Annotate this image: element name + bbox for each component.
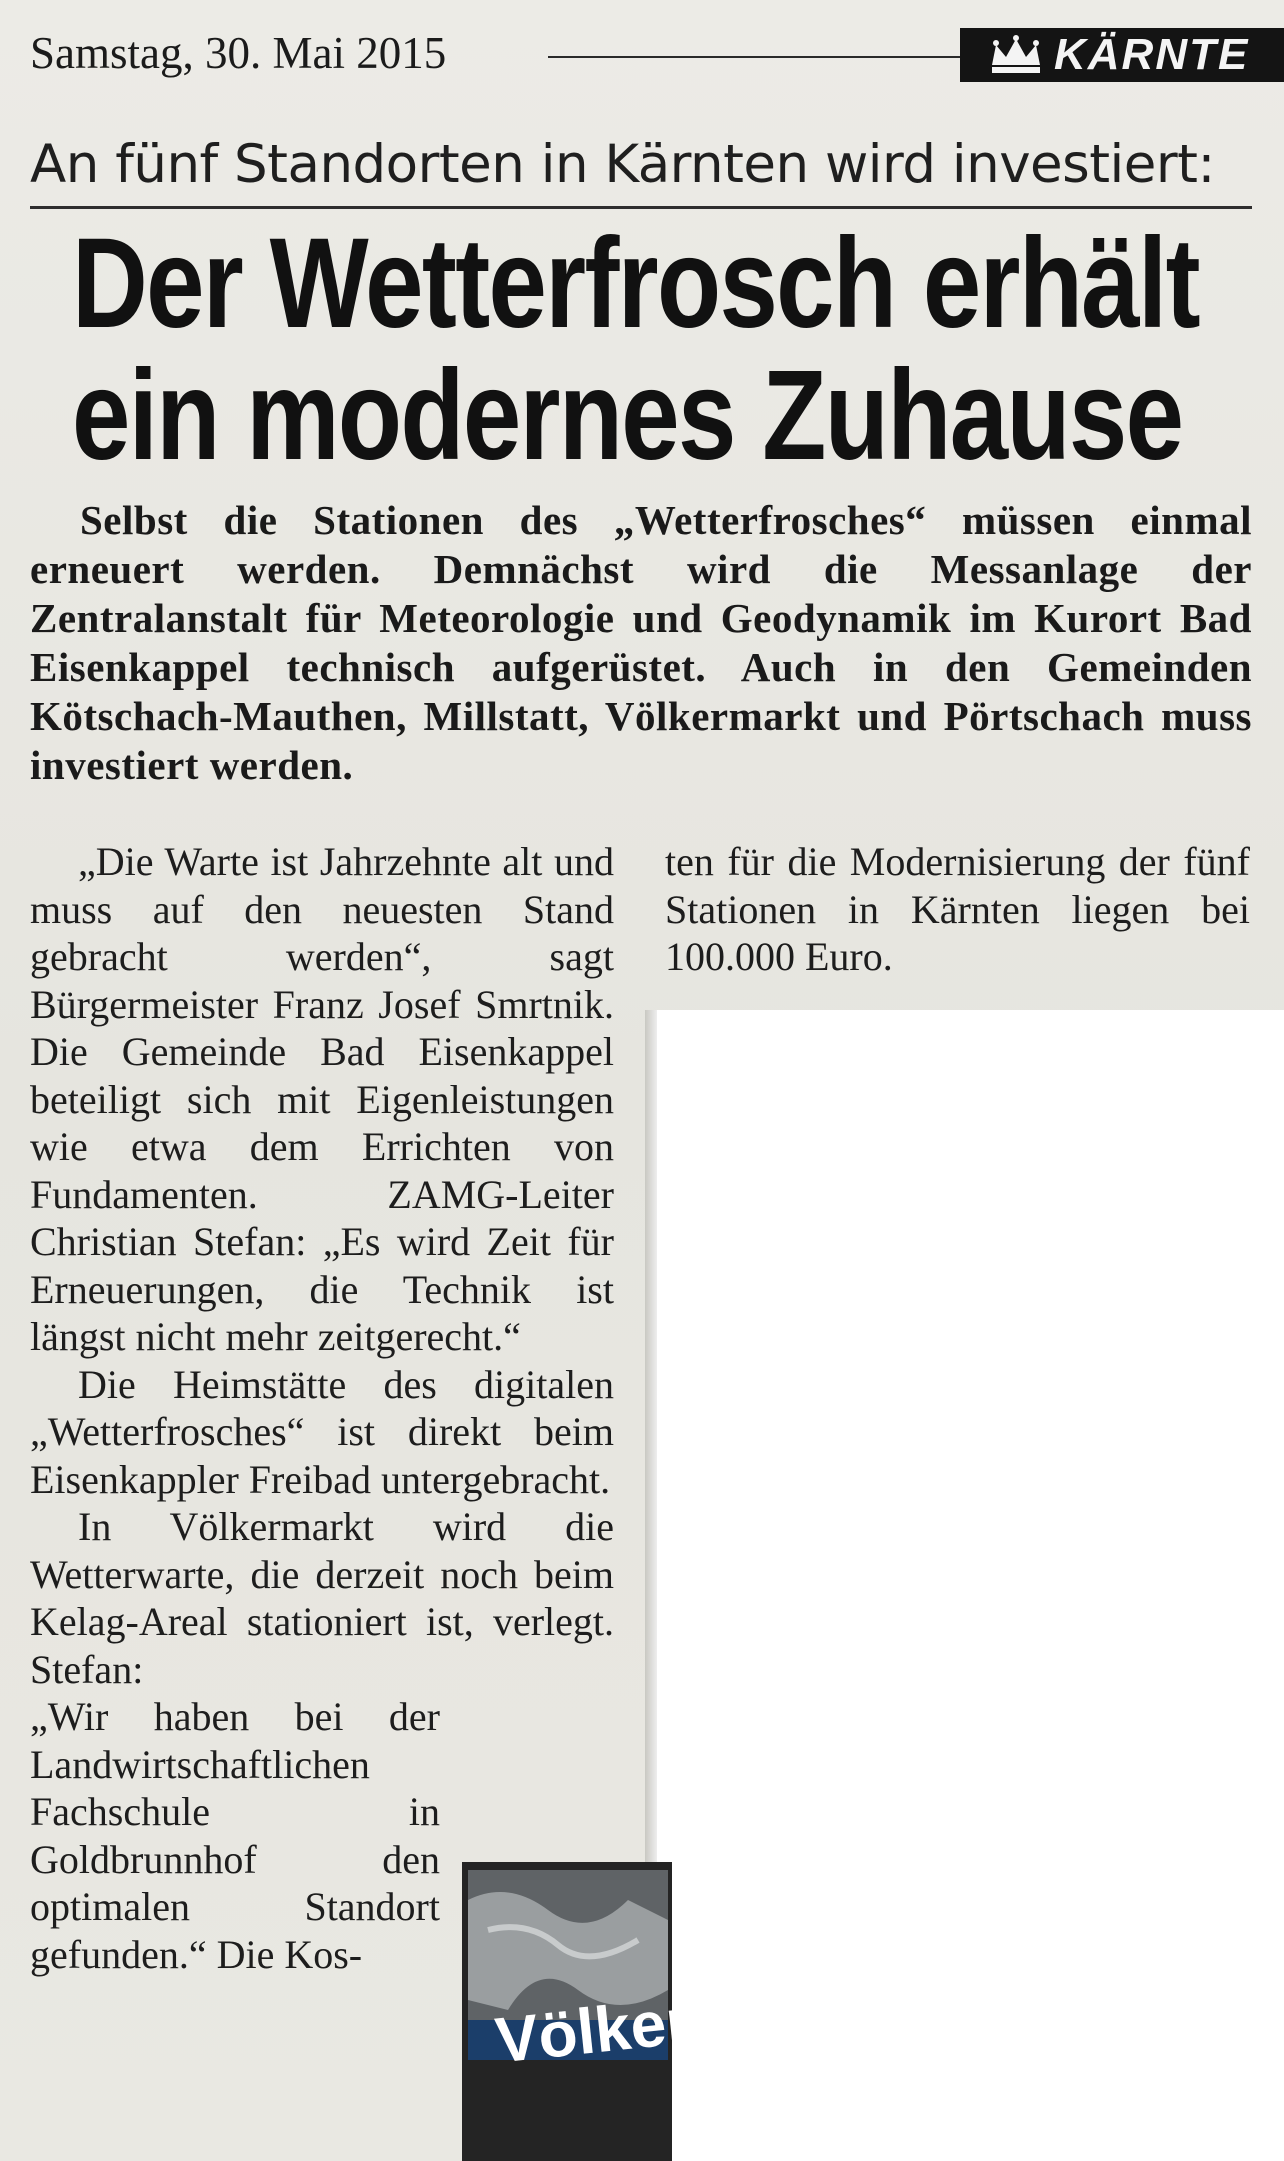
photo-label: Völker — [492, 1984, 695, 2077]
overline-rule — [30, 206, 1252, 209]
section-tag — [960, 28, 1284, 82]
body-paragraph: Die Heimstätte des digitalen „Wetterfrosches“ ist direkt beim Eisenkappler Freibad untergebracht. — [30, 1361, 614, 1502]
crown-icon — [988, 35, 1044, 75]
body-paragraph: ten für die Modernisierung der fünf Stationen in Kärnten liegen bei 100.000 Euro. — [665, 839, 1250, 979]
article-lead: Selbst die Stationen des „Wetterfrosches“ müssen einmal erneuert werden. Demnächst wird die Messanlage der Zentralanstalt für Meteorologie und Geodynamik im Kurort Bad Eisenkappel technisch aufgerüstet. Auch in den Gemeinden Kötschach-Mauthen, Millstatt, Völkermarkt und Pörtschach muss investiert werden. — [30, 497, 1252, 788]
dateline: Samstag, 30. Mai 2015 — [30, 28, 447, 78]
body-column-left — [30, 838, 614, 1978]
body-paragraph: „Die Warte ist Jahrzehnte alt und muss auf den neuesten Stand gebracht werden“, sagt Bürgermeister Franz Josef Smrtnik. Die Gemeinde Bad Eisenkappel beteiligt sich mit Eigenleistungen wie etwa dem Errichten von Fundamenten. ZAMG-Leiter Christian Stefan: „Es wird Zeit für Erneuerungen, die Technik ist längst nicht mehr zeitgerecht.“ — [30, 839, 614, 1359]
photo-label-clip — [462, 1862, 695, 2161]
article-overline: An fünf Standorten in Kärnten wird investiert: — [30, 134, 1215, 195]
body-paragraph: „Wir haben bei der Landwirtschaftlichen Fachschule in Goldbrunnhof den optimalen Standort gefunden.“ Die Kos- — [30, 1694, 440, 1977]
dateline-rule — [548, 56, 960, 58]
headline-line-1: Der Wetterfrosch erhält — [72, 212, 1199, 355]
article-headline — [72, 212, 1199, 487]
blank-area — [655, 1010, 1284, 2161]
headline-line-2: ein modernes Zuhause — [72, 344, 1183, 487]
body-paragraph: In Völkermarkt wird die Wetterwarte, die derzeit noch beim Kelag-Areal stationiert ist, verlegt. Stefan: — [30, 1504, 614, 1692]
body-column-right — [665, 838, 1250, 981]
section-label: KÄRNTE — [1054, 30, 1250, 79]
